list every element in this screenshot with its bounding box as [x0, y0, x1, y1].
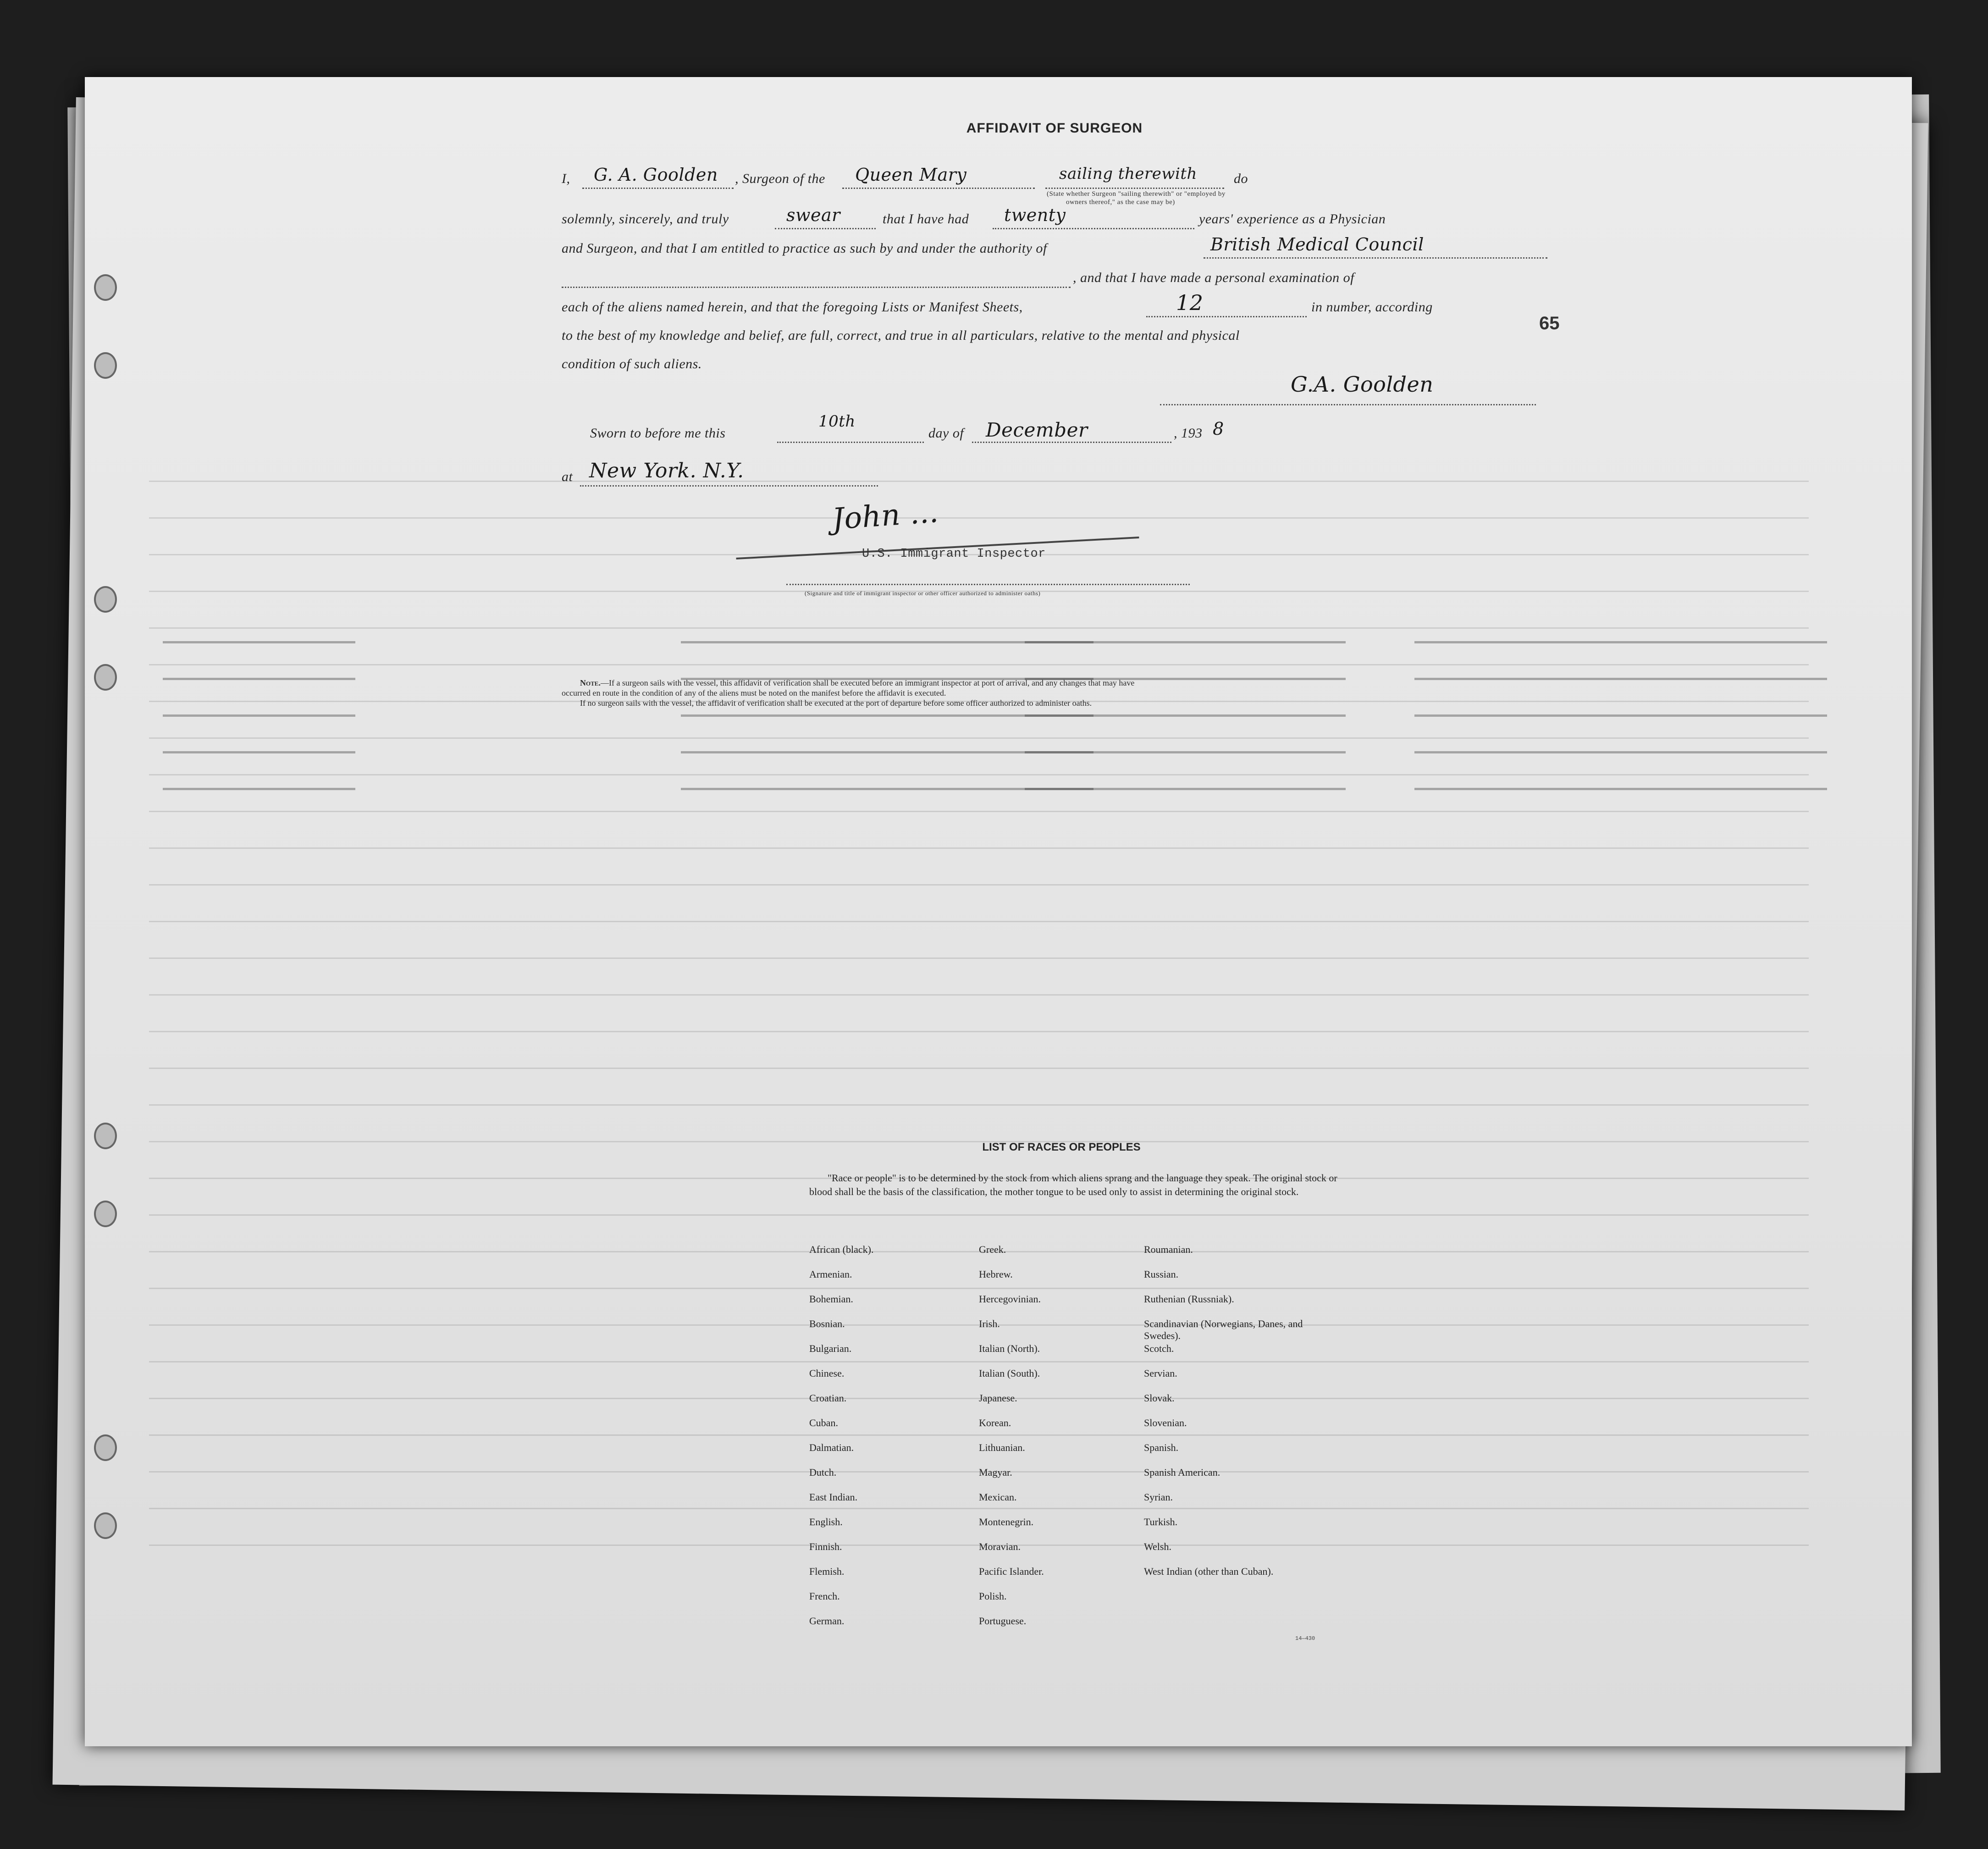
inspector-signature: John ... [831, 495, 940, 537]
affidavit-text: , Surgeon of the [735, 171, 825, 186]
bracket-note: (State whether Surgeon "sailing therewith" or "employed by [1047, 190, 1226, 198]
race-entry: Bosnian. [809, 1318, 845, 1329]
race-entry: Magyar. [979, 1467, 1012, 1478]
signature-line [786, 584, 1190, 585]
race-entry: Welsh. [1144, 1541, 1171, 1552]
affidavit-text: condition of such aliens. [562, 356, 702, 371]
ghost-strike [163, 678, 355, 680]
race-entry: Italian (North). [979, 1343, 1040, 1354]
race-entry: East Indian. [809, 1491, 858, 1503]
race-entry: Lithuanian. [979, 1442, 1025, 1453]
affidavit-text: do [1234, 171, 1248, 186]
race-entry: English. [809, 1516, 843, 1528]
race-entry: Mexican. [979, 1491, 1017, 1503]
ghost-row [149, 1068, 1809, 1069]
manifest-page [85, 77, 1912, 1746]
race-entry: Slovak. [1144, 1392, 1175, 1404]
race-entry: Montenegrin. [979, 1516, 1034, 1528]
ghost-strike [1025, 751, 1346, 753]
ghost-strike [1414, 788, 1827, 790]
ghost-row [149, 884, 1809, 886]
ghost-strike [163, 641, 355, 643]
race-entry: French. [809, 1590, 840, 1602]
race-entry: Hercegovinian. [979, 1293, 1041, 1305]
fill-line [972, 442, 1171, 443]
ghost-row [149, 481, 1809, 482]
verification-note [562, 678, 1547, 708]
note-line [562, 678, 1547, 688]
sworn-day: 10th [818, 412, 856, 431]
races-intro: "Race or people" is to be determined by the stock from which aliens sprang and the language they speak. The original stock or blood shall be the basis of the classification, the mother tongue to be used only to assist in determining the original stock. [809, 1172, 1337, 1197]
signature-caption: (Signature and title of immigrant inspector or other officer authorized to administer oaths) [805, 590, 1041, 597]
race-entry: Bohemian. [809, 1293, 853, 1305]
inspector-title: U.S. Immigrant Inspector [862, 547, 1046, 561]
note-line: If no surgeon sails with the vessel, the affidavit of verification shall be executed at the port of departure before some officer authorized to administer oaths. [580, 698, 1092, 708]
fill-line [580, 485, 878, 487]
oath-word: swear [786, 205, 840, 225]
affidavit-text: to the best of my knowledge and belief, are full, correct, and true in all particulars, relative to the mental and physical [562, 328, 1240, 343]
sworn-place: New York. N.Y. [589, 459, 744, 482]
sworn-month: December [986, 419, 1088, 441]
fill-line [1045, 188, 1224, 189]
sailing-note: sailing therewith [1059, 165, 1197, 183]
race-entry: Hebrew. [979, 1268, 1013, 1280]
race-entry: Scotch. [1144, 1343, 1174, 1354]
binder-hole [94, 274, 117, 301]
race-entry: Slovenian. [1144, 1417, 1187, 1428]
affidavit-text: Sworn to before me this [590, 426, 726, 441]
years-experience: twenty [1004, 205, 1066, 225]
licensing-authority: British Medical Council [1210, 234, 1424, 255]
binder-hole [94, 1434, 117, 1461]
affidavit-text: at [562, 469, 573, 484]
ghost-strike [163, 751, 355, 753]
ghost-row [149, 958, 1809, 959]
note-label: Note. [580, 678, 601, 687]
race-entry: Dalmatian. [809, 1442, 854, 1453]
race-entry: Polish. [979, 1590, 1007, 1602]
ghost-row [149, 517, 1809, 519]
race-entry: Cuban. [809, 1417, 838, 1428]
ghost-strike [1025, 788, 1346, 790]
ghost-strike [1414, 641, 1827, 643]
fill-line [1146, 316, 1307, 317]
fill-line [775, 228, 876, 229]
races-column-1 [809, 1244, 873, 1640]
race-entry: Syrian. [1144, 1491, 1173, 1503]
affidavit-text: that I have had [883, 211, 969, 227]
affidavit-text: solemnly, sincerely, and truly [562, 211, 729, 227]
ghost-strike [1414, 714, 1827, 717]
ghost-row [149, 847, 1809, 849]
races-column-2 [979, 1244, 1044, 1640]
page-number: 65 [1539, 313, 1560, 333]
race-entry: Servian. [1144, 1367, 1177, 1379]
affidavit-text: years' experience as a Physician [1199, 211, 1386, 227]
note-line: occurred en route in the condition of any of the aliens must be noted on the manifest before the affidavit is executed. [562, 688, 946, 698]
race-entry: Irish. [979, 1318, 1000, 1329]
affidavit-text: in number, according [1311, 299, 1433, 315]
races-title: LIST OF RACES OR PEOPLES [982, 1141, 1141, 1153]
race-entry: West Indian (other than Cuban). [1144, 1566, 1274, 1577]
race-entry: African (black). [809, 1244, 874, 1255]
race-entry: Moravian. [979, 1541, 1021, 1552]
race-entry: Armenian. [809, 1268, 852, 1280]
race-entry: Croatian. [809, 1392, 847, 1404]
ghost-strike [1025, 714, 1346, 717]
race-entry: Spanish American. [1144, 1467, 1220, 1478]
races-column-3 [1144, 1244, 1309, 1590]
ghost-row [149, 1104, 1809, 1106]
affidavit-text: I, [562, 171, 570, 186]
ghost-row [149, 921, 1809, 922]
ghost-strike [1414, 751, 1827, 753]
binder-hole [94, 664, 117, 691]
ghost-row [149, 1214, 1809, 1216]
bracket-note: owners thereof," as the case may be) [1066, 199, 1175, 206]
ghost-strike [163, 788, 355, 790]
race-entry: German. [809, 1615, 845, 1627]
fill-line [842, 188, 1035, 189]
affidavit-text: , 193 [1174, 426, 1203, 441]
signature-line [1160, 404, 1536, 405]
ghost-row [149, 627, 1809, 629]
race-entry: Portuguese. [979, 1615, 1027, 1627]
affidavit-text: , and that I have made a personal examination of [1073, 270, 1354, 285]
ghost-strike [163, 714, 355, 717]
ghost-row [149, 774, 1809, 775]
affidavit-text: each of the aliens named herein, and that the foregoing Lists or Manifest Sheets, [562, 299, 1023, 315]
ghost-row [149, 811, 1809, 812]
fill-line [1204, 257, 1547, 259]
race-entry: Chinese. [809, 1367, 845, 1379]
surgeon-signature: G.A. Goolden [1291, 372, 1434, 397]
race-entry: Italian (South). [979, 1367, 1040, 1379]
race-entry: Roumanian. [1144, 1244, 1193, 1255]
binder-hole [94, 352, 117, 379]
race-entry: Bulgarian. [809, 1343, 852, 1354]
race-entry: Scandinavian (Norwegians, Danes, and Swedes). [1144, 1318, 1303, 1341]
ghost-row [149, 994, 1809, 996]
fill-line [993, 228, 1194, 229]
fill-line [562, 287, 1071, 288]
race-entry: Ruthenian (Russniak). [1144, 1293, 1234, 1305]
vessel-name: Queen Mary [855, 165, 967, 185]
fill-line [777, 442, 924, 443]
race-entry: Korean. [979, 1417, 1011, 1428]
affidavit-text: and Surgeon, and that I am entitled to practice as such by and under the authority of [562, 241, 1047, 256]
binder-hole [94, 1201, 117, 1227]
note-text: —If a surgeon sails with the vessel, this affidavit of verification shall be executed before an immigrant inspector at port of arrival, and any changes that may have [600, 678, 1135, 687]
race-entry: Dutch. [809, 1467, 837, 1478]
affidavit-title: AFFIDAVIT OF SURGEON [966, 121, 1143, 136]
race-entry: Spanish. [1144, 1442, 1179, 1453]
race-entry: Japanese. [979, 1392, 1017, 1404]
binder-hole [94, 1123, 117, 1149]
ghost-row [149, 737, 1809, 739]
ghost-row [149, 1031, 1809, 1032]
sworn-year-digit: 8 [1213, 419, 1224, 439]
ghost-row [149, 664, 1809, 665]
affidavit-text: day of [928, 426, 964, 441]
ghost-strike [1025, 641, 1346, 643]
race-entry: Turkish. [1144, 1516, 1178, 1528]
fill-line [582, 188, 734, 189]
form-code: 14—430 [1295, 1635, 1315, 1642]
manifest-sheet-count: 12 [1176, 290, 1204, 315]
binder-hole [94, 1512, 117, 1539]
race-entry: Russian. [1144, 1268, 1179, 1280]
race-entry: Pacific Islander. [979, 1566, 1044, 1577]
race-entry: Flemish. [809, 1566, 845, 1577]
surgeon-name: G. A. Goolden [594, 165, 718, 185]
race-entry: Finnish. [809, 1541, 842, 1552]
binder-hole [94, 586, 117, 613]
race-entry: Greek. [979, 1244, 1006, 1255]
